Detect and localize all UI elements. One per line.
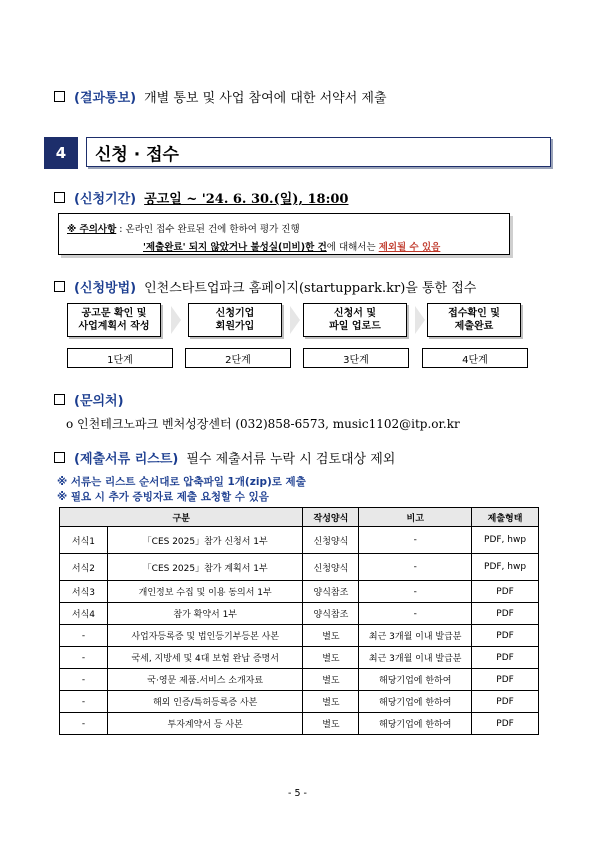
cell-form: 별도	[303, 691, 359, 713]
step-3-label: 3단계	[303, 348, 409, 368]
table-row	[60, 647, 539, 669]
cell-type: PDF	[472, 713, 539, 735]
checkbox-icon	[54, 192, 65, 203]
step-2-label: 2단계	[185, 348, 291, 368]
cell-name: 투자계약서 등 사본	[107, 713, 303, 735]
cell-form: 양식참조	[303, 603, 359, 625]
cell-type: PDF	[472, 625, 539, 647]
cell-name: 국세, 지방세 및 4대 보험 완납 증명서	[107, 647, 303, 669]
table-row	[60, 581, 539, 603]
contact-info: o 인천테크노파크 벤처성장센터 (032)858-6573, music1102@itp.or.kr	[66, 417, 460, 431]
cell-name: 국·영문 제품.서비스 소개자료	[107, 669, 303, 691]
section-title: 신청 · 접수	[95, 144, 179, 165]
cell-name: 해외 인증/특허등록증 사본	[107, 691, 303, 713]
cell-no: -	[60, 713, 108, 735]
cell-form: 별도	[303, 713, 359, 735]
result-notice-text: 개별 통보 및 사업 참여에 대한 서약서 제출	[144, 91, 387, 106]
step-4-label: 4단계	[422, 348, 528, 368]
step-4-box	[427, 303, 521, 337]
period-tag: (신청기간)	[74, 192, 137, 207]
caution-note-box	[58, 213, 510, 255]
cell-type: PDF	[472, 603, 539, 625]
header-note: 비고	[359, 508, 472, 527]
cell-note: 해당기업에 한하여	[359, 669, 472, 691]
step-1-box	[67, 303, 161, 337]
table-row	[60, 691, 539, 713]
docs-table-wrap	[59, 507, 539, 735]
cell-form: 양식참조	[303, 581, 359, 603]
cell-no: -	[60, 625, 108, 647]
cell-note: -	[359, 603, 472, 625]
cell-type: PDF, hwp	[472, 527, 539, 554]
cell-name: 사업자등록증 및 법인등기부등본 사본	[107, 625, 303, 647]
header-type: 제출형태	[472, 508, 539, 527]
step-2-title-line2: 회원가입	[215, 321, 255, 332]
table-row	[60, 669, 539, 691]
period-value: 공고일 ~ '24. 6. 30.(일), 18:00	[144, 192, 349, 207]
cell-name: 「CES 2025」참가 신청서 1부	[107, 527, 303, 554]
cell-type: PDF, hwp	[472, 554, 539, 581]
caution-exclusion: 제외될 수 있음	[378, 242, 441, 253]
cell-note: 해당기업에 한하여	[359, 713, 472, 735]
cell-form: 별도	[303, 647, 359, 669]
cell-type: PDF	[472, 581, 539, 603]
docs-tag: (제출서류 리스트)	[74, 452, 179, 467]
checkbox-icon	[54, 394, 65, 405]
table-row	[60, 527, 539, 554]
cell-type: PDF	[472, 647, 539, 669]
header-category: 구분	[60, 508, 303, 527]
header-form: 작성양식	[303, 508, 359, 527]
method-text: 인천스타트업파크 홈페이지(startuppark.kr)을 통한 접수	[144, 281, 477, 296]
step-2-box	[188, 303, 282, 337]
step-4-title-line1: 접수확인 및	[448, 308, 500, 319]
cell-form: 신청양식	[303, 554, 359, 581]
table-row	[60, 625, 539, 647]
step-3-box	[303, 303, 407, 337]
step-2-title-line1: 신청기업	[215, 308, 255, 319]
cell-note: -	[359, 554, 472, 581]
period-line	[54, 188, 348, 207]
table-row	[60, 554, 539, 581]
docs-text: 필수 제출서류 누락 시 검토대상 제외	[186, 452, 396, 467]
caution-line1: : 온라인 접수 완료된 건에 한하여 평가 진행	[119, 224, 300, 235]
docs-notice-2: ※ 필요 시 추가 증빙자료 제출 요청할 수 있음	[57, 491, 269, 503]
table-row	[60, 603, 539, 625]
docs-table	[59, 507, 539, 735]
step-1-label: 1단계	[67, 348, 173, 368]
cell-no: 서식4	[60, 603, 108, 625]
cell-form: 별도	[303, 669, 359, 691]
arrow-icon	[415, 306, 425, 334]
cell-no: 서식3	[60, 581, 108, 603]
step-3-title-line1: 신청서 및	[333, 308, 377, 319]
result-notice-tag: (결과통보)	[74, 91, 137, 106]
arrow-icon	[290, 306, 300, 334]
contact-line	[54, 390, 124, 409]
cell-form: 신청양식	[303, 527, 359, 554]
step-3-title-line2: 파일 업로드	[329, 321, 381, 332]
caution-emphasis: '제출완료' 되지 않았거나 불성실(미비)한 건	[143, 242, 327, 253]
step-1-title-line2: 사업계획서 작성	[78, 321, 150, 332]
cell-type: PDF	[472, 669, 539, 691]
section-number: 4	[44, 137, 78, 169]
checkbox-icon	[54, 281, 65, 292]
contact-tag: (문의처)	[74, 394, 124, 409]
step-4-title-line2: 제출완료	[454, 321, 494, 332]
cell-no: 서식1	[60, 527, 108, 554]
caution-line2: 에 대해서는	[326, 242, 376, 253]
cell-note: -	[359, 527, 472, 554]
method-line	[54, 277, 476, 296]
step-1-title-line1: 공고문 확인 및	[81, 308, 147, 319]
cell-note: -	[359, 581, 472, 603]
checkbox-icon	[54, 91, 65, 102]
table-header-row	[60, 508, 539, 527]
caution-label: ※ 주의사항	[67, 224, 117, 235]
checkbox-icon	[54, 452, 65, 463]
cell-name: 참가 확약서 1부	[107, 603, 303, 625]
cell-note: 최근 3개월 이내 발급분	[359, 647, 472, 669]
cell-form: 별도	[303, 625, 359, 647]
cell-no: -	[60, 647, 108, 669]
docs-notice-1: ※ 서류는 리스트 순서대로 압축파일 1개(zip)로 제출	[57, 476, 306, 488]
docs-line	[54, 448, 395, 467]
table-row	[60, 713, 539, 735]
page-number: - 5 -	[288, 788, 307, 799]
cell-name: 개인정보 수집 및 이용 동의서 1부	[107, 581, 303, 603]
cell-name: 「CES 2025」참가 계획서 1부	[107, 554, 303, 581]
method-tag: (신청방법)	[74, 281, 137, 296]
cell-note: 최근 3개월 이내 발급분	[359, 625, 472, 647]
cell-type: PDF	[472, 691, 539, 713]
result-notice-line	[54, 87, 387, 106]
cell-no: 서식2	[60, 554, 108, 581]
cell-note: 해당기업에 한하여	[359, 691, 472, 713]
cell-no: -	[60, 669, 108, 691]
arrow-icon	[171, 306, 181, 334]
section-title-box	[86, 137, 551, 167]
cell-no: -	[60, 691, 108, 713]
